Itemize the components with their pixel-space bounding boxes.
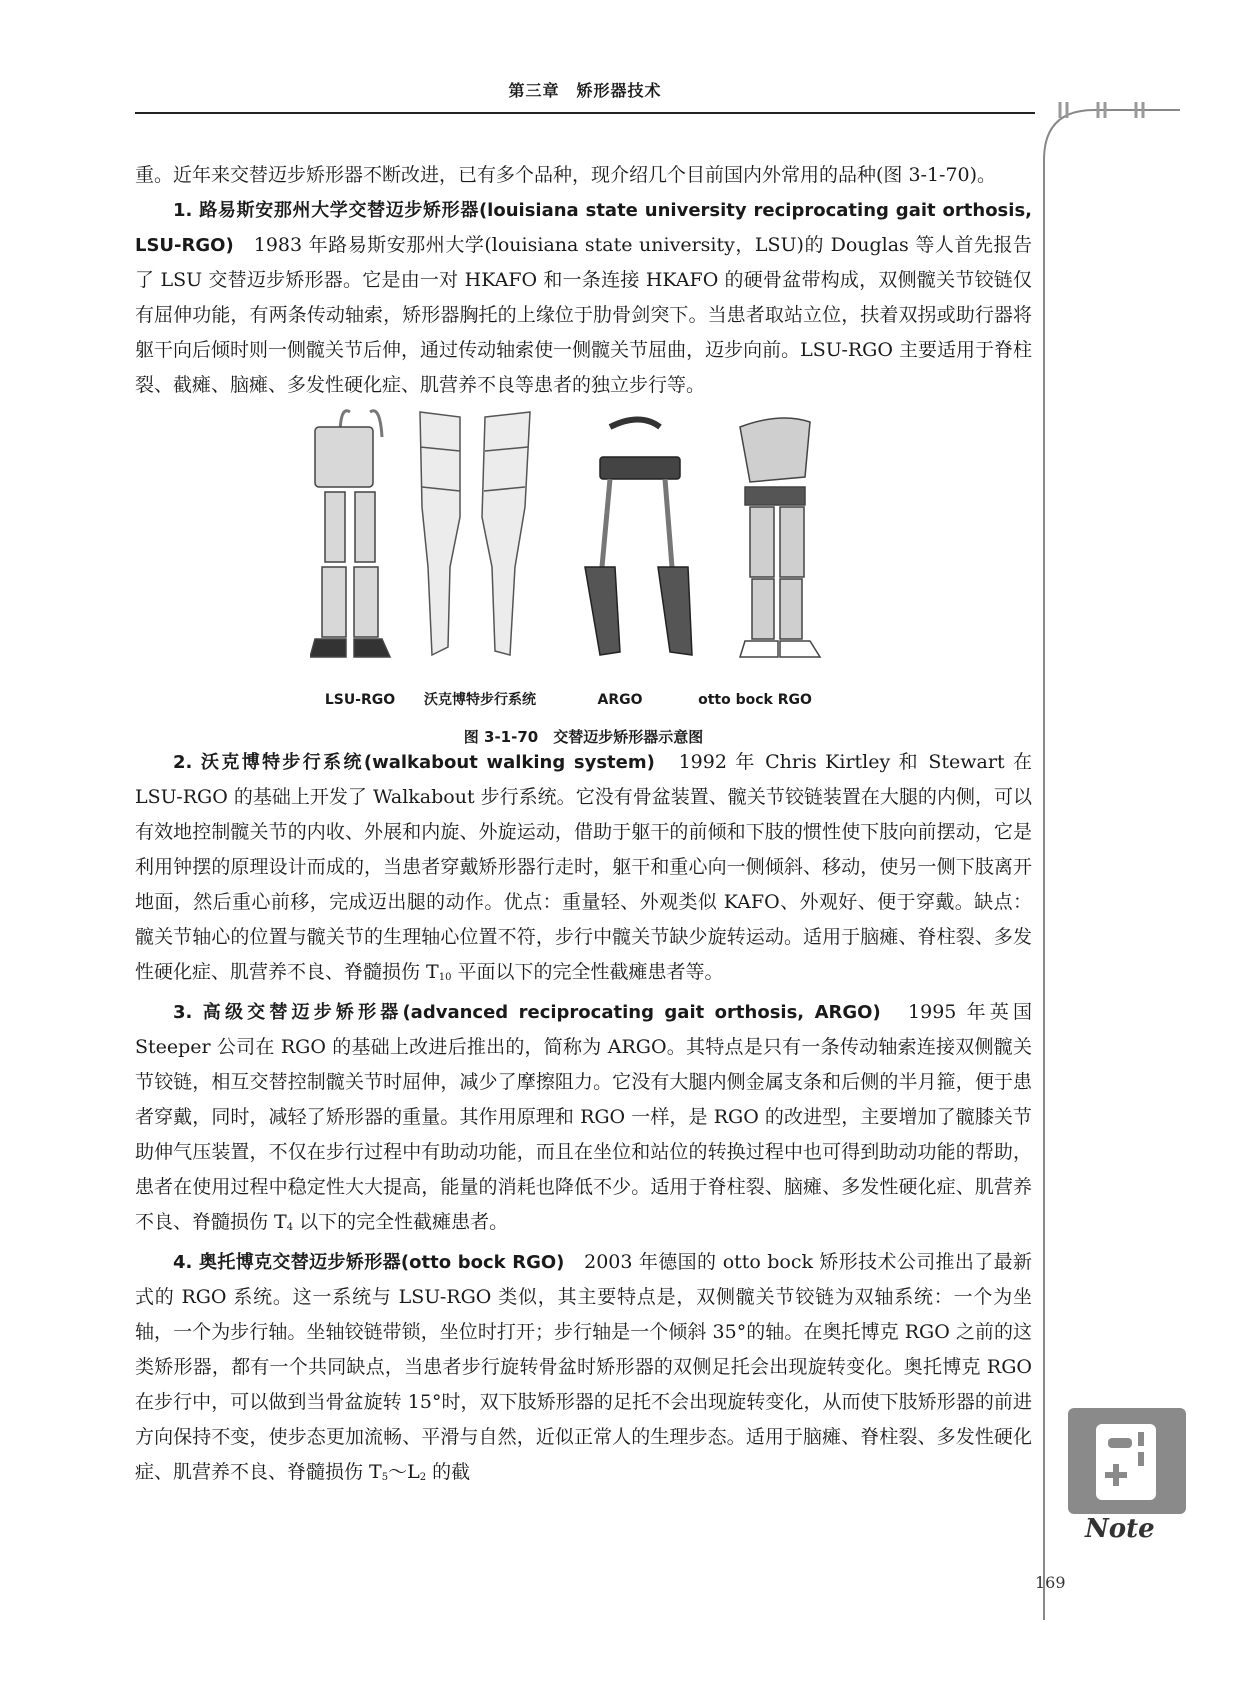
section-1-paragraph bbox=[135, 193, 1032, 403]
figure-label-argo: ARGO bbox=[597, 692, 643, 708]
section-2-body: 1992 年 Chris Kirtley 和 Stewart 在 LSU-RGO 的基础上开发了 Walkabout 步行系统。它没有骨盆装置、髋关节铰链装置在大腿的内侧，可以有效地控制髋关节的内收、外展和内旋、外旋运动，借助于躯干的前倾和下肢的惯性使下肢向前摆动，它是利用钟摆的原理设计而成的，当患者穿戴矫形器行走时，躯干和重心向一侧倾斜、移动，使另一侧下肢离开地面，然后重心前移，完成迈出腿的动作。优点：重量轻、外观类似 KAFO、外观好、便于穿戴。缺点：髋关节轴心的位置与髋关节的生理轴心位置不符，步行中髋关节缺少旋转运动。适用于脑瘫、脊柱裂、多发性硬化症、肌营养不良、脊髓损伤 T bbox=[135, 751, 1032, 983]
figure-3-1-70 bbox=[135, 407, 1032, 745]
section-3-subscript: 4 bbox=[286, 1222, 294, 1233]
orthosis-illustration bbox=[310, 407, 870, 675]
page-number: 169 bbox=[1035, 1573, 1066, 1592]
section-4-subscript-2: 2 bbox=[419, 1472, 427, 1483]
section-1-body: 1983 年路易斯安那州大学(louisiana state university，LSU)的 Douglas 等人首先报告了 LSU 交替迈步矫形器。它是由一对 HKAFO 和一条连接 HKAFO 的硬骨盆带构成，双侧髋关节铰链仅有屈伸功能，有两条传动轴索，矫形器胸托的上缘位于肋骨剑突下。当患者取站立位，扶着双拐或助行器将躯干向后倾时则一侧髋关节后伸，通过传动轴索使一侧髋关节屈曲，迈步向前。LSU-RGO 主要适用于脊柱裂、截瘫、脑瘫、多发性硬化症、肌营养不良等患者的独立步行等。 bbox=[135, 234, 1032, 396]
section-4-body: 2003 年德国的 otto bock 矫形技术公司推出了最新式的 RGO 系统。这一系统与 LSU-RGO 类似，其主要特点是，双侧髋关节铰链为双轴系统：一个为坐轴，一个为步行轴。坐轴铰链带锁，坐位时打开；步行轴是一个倾斜 35°的轴。在奥托博克 RGO 之前的这类矫形器，都有一个共同缺点，当患者步行旋转骨盆时矫形器的双侧足托会出现旋转变化。奥托博克 RGO 在步行中，可以做到当骨盆旋转 15°时，双下肢矫形器的足托不会出现旋转变化，从而使下肢矫形器的前进方向保持不变，使步态更加流畅、平滑与自然，近似正常人的生理步态。适用于脑瘫、脊柱裂、多发性硬化症、肌营养不良、脊髓损伤 T bbox=[135, 1251, 1032, 1483]
figure-label-walkabout: 沃克博特步行系统 bbox=[424, 692, 536, 708]
margin-decoration bbox=[1040, 100, 1190, 1620]
walkabout-drawing bbox=[420, 412, 530, 655]
header-rule bbox=[135, 112, 1035, 114]
section-2-body-end: 平面以下的完全性截瘫患者等。 bbox=[451, 961, 724, 983]
section-2-paragraph bbox=[135, 745, 1032, 995]
section-2-heading: 2. 沃克博特步行系统(walkabout walking system) bbox=[173, 752, 655, 773]
otto-bock-rgo-drawing bbox=[740, 418, 820, 657]
chapter-header: 第三章 矫形器技术 bbox=[508, 81, 662, 100]
argo-drawing bbox=[585, 420, 692, 656]
section-4-heading: 4. 奥托博克交替迈步矫形器(otto bock RGO) bbox=[173, 1252, 565, 1273]
section-4-body-end: 的截 bbox=[426, 1461, 471, 1483]
section-4-subscript: 5 bbox=[381, 1472, 389, 1483]
main-content bbox=[135, 158, 1032, 1495]
lsu-rgo-drawing bbox=[310, 411, 390, 657]
figure-label-otto-bock: otto bock RGO bbox=[698, 692, 812, 708]
intro-paragraph: 重。近年来交替迈步矫形器不断改进，已有多个品种，现介绍几个目前国内外常用的品种(图 3-1-70)。 bbox=[135, 164, 997, 186]
section-4-body-mid: ～L bbox=[388, 1461, 420, 1483]
note-icon bbox=[1068, 1408, 1186, 1514]
section-4-paragraph bbox=[135, 1245, 1032, 1495]
figure-caption: 图 3-1-70 交替迈步矫形器示意图 bbox=[463, 728, 704, 746]
section-1-heading: 1. 路易斯安那州大学交替迈步矫形器(louisiana state university reciprocating gait orthosis, LSU-RGO) bbox=[135, 200, 1032, 256]
section-2-subscript: 10 bbox=[438, 972, 452, 983]
note-label: Note bbox=[1085, 1514, 1155, 1544]
figure-label-lsu-rgo: LSU-RGO bbox=[324, 692, 396, 708]
section-3-body: 1995 年英国 Steeper 公司在 RGO 的基础上改进后推出的，简称为 ARGO。其特点是只有一条传动轴索连接双侧髋关节铰链，相互交替控制髋关节时屈伸，减少了摩擦阻力。它没有大腿内侧金属支条和后侧的半月箍，便于患者穿戴，同时，减轻了矫形器的重量。其作用原理和 RGO 一样，是 RGO 的改进型，主要增加了髋膝关节助伸气压装置，不仅在步行过程中有助动功能，而且在坐位和站位的转换过程中也可得到助动功能的帮助，患者在使用过程中稳定性大大提高，能量的消耗也降低不少。适用于脊柱裂、脑瘫、多发性硬化症、肌营养不良、脊髓损伤 T bbox=[135, 1001, 1032, 1233]
section-3-paragraph bbox=[135, 995, 1032, 1245]
section-3-heading: 3. 高级交替迈步矫形器(advanced reciprocating gait orthosis, ARGO) bbox=[173, 1002, 881, 1023]
section-3-body-end: 以下的完全性截瘫患者。 bbox=[293, 1211, 509, 1233]
